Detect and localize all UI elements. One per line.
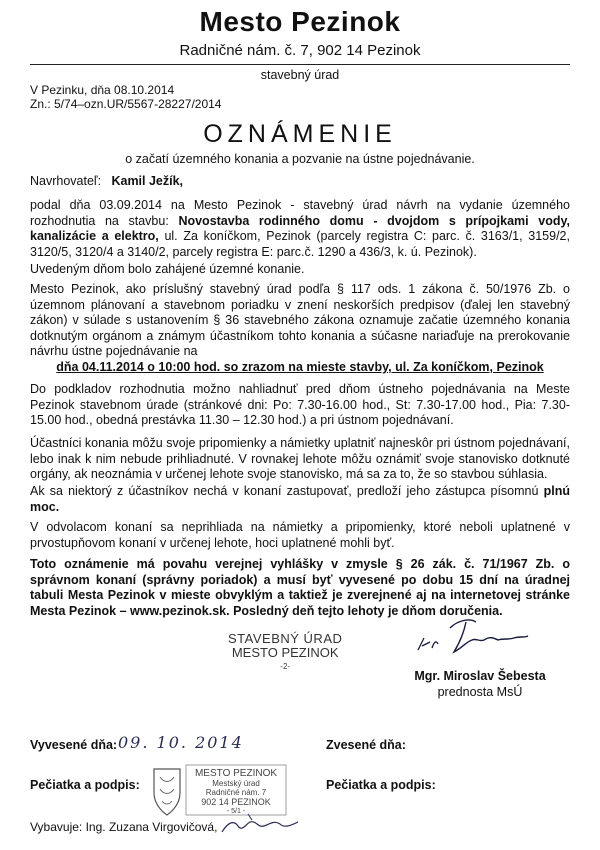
municipal-stamp-line: - 5/1 - — [226, 808, 246, 815]
signatory-name: Mgr. Miroslav Šebesta — [414, 669, 546, 683]
paragraph-objections: Účastníci konania môžu svoje pripomienky a námietky uplatniť najneskôr pri ústnom pojednávaní, lebo inak k nim nebude prihliadnuté. V rovnakej lehote môžu oznámiť svoje stanovisko dotknuté orgány, ak neoznámia v určenej lehote svoje stanovisko, má sa za to, že so stavbou súhlasia. — [30, 436, 570, 482]
signature-mark — [218, 810, 308, 840]
proposer-line — [30, 174, 570, 190]
paragraph-representation — [30, 484, 570, 515]
prepared-by: Vybavuje: Ing. Zuzana Virgovičová, — [30, 820, 218, 834]
paragraph-public-notice: Toto oznámenie má povahu verejnej vyhlášky v zmysle § 26 zák. č. 71/1967 Zb. o správnom konaní (správny poriadok) a musí byť vyvesené po dobu 15 dní na úradnej tabuli Mesta Pezinok v mieste obvyklým a taktiež je zverejnené aj na internetovej stránke Mesta Pezinok – www.pezinok.sk. Posledný deň tejto lehoty je dňom doručenia. — [30, 557, 570, 618]
stamp-signature-label: Pečiatka a podpis: — [30, 778, 140, 792]
coat-of-arms-icon — [154, 769, 180, 815]
paragraph-text: podal dňa 03.09.2014 na Mesto Pezinok - stavebný úrad návrh na vydanie územného rozhodnutia na stavbu: — [30, 198, 570, 228]
stamp-signature-label: Pečiatka a podpis: — [326, 778, 436, 792]
removed-date-label: Zvesené dňa: — [326, 738, 406, 752]
proposer-label: Navrhovateľ: — [30, 174, 102, 188]
office-stamp — [228, 632, 342, 674]
office-stamp-line: MESTO PEZINOK — [231, 645, 339, 660]
paragraph-text: ul. Za koníčkom, Pezinok (parcely registra C: parc. č. 3163/1, 3159/2, 3120/5, 3120/4 a 3140/2, parcely registra E: parc.č. 1290 a 436/3, k. ú. Pezinok). — [30, 229, 570, 259]
signatory-role: prednosta MsÚ — [437, 685, 523, 699]
place-date: V Pezinku, dňa 08.10.2014 — [30, 83, 175, 97]
paragraph-authority: Mesto Pezinok, ako príslušný stavebný úrad podľa § 117 ods. 1 zákona č. 50/1976 Zb. o územnom plánovaní a stavebnom poriadku v znení neskorších predpisov (ďalej len stavebný zákon) v súlade s ustanovením § 36 stavebného zákona oznamuje začatie územného konania dotknutým orgánom a známym účastníkom tohto konania a súčasne nariaďuje na prerokovanie návrhu ústne pojednávanie na — [30, 282, 570, 359]
municipal-stamp-line: MESTO PEZINOK — [194, 768, 278, 779]
paragraph-started: Uvedeným dňom bolo zahájené územné konanie. — [30, 262, 305, 276]
document-subtitle: o začatí územného konania a pozvanie na ústne pojednávanie. — [125, 152, 475, 166]
municipal-stamp-line: Mestský úrad — [212, 779, 260, 788]
paragraph-application — [30, 198, 570, 260]
town-title: Mesto Pezinok — [199, 6, 401, 37]
hearing-date: dňa 04.11.2014 o 10:00 hod. so zrazom na mieste stavby, ul. Za koníčkom, Pezinok — [56, 360, 544, 374]
town-address: Radničné nám. č. 7, 902 14 Pezinok — [179, 42, 421, 59]
page-number: -2- — [280, 662, 291, 671]
signatory — [390, 668, 570, 700]
construction-name: Novostavba rodinného domu - dvojdom s prípojkami vody, kanalizácie a elektro, — [30, 213, 570, 244]
document-title: OZNÁMENIE — [203, 120, 397, 148]
paragraph-inspection: Do podkladov rozhodnutia možno nahliadnuť pred dňom ústneho pojednávania na Meste Pezinok stavebnom úrade (stránkové dni: Po: 7.30-16.00 hod., St: 7.30-17.00 hod., Pia: 7.30-15.00 hod., obedná prestávka 11.30 – 12.30 hod.) a pri ústnom pojednávaní. — [30, 382, 570, 428]
paragraph-appeal: V odvolacom konaní sa neprihliada na námietky a pripomienky, ktoré neboli uplatnené v prvostupňovom konaní v určenej lehote, hoci uplatnené mohli byť. — [30, 520, 570, 550]
posted-date-value: 09. 10. 2014 — [118, 733, 244, 752]
proposer-name: Kamil Ježík, — [111, 174, 184, 188]
office-stamp-line: STAVEBNÝ ÚRAD — [228, 631, 343, 646]
office-name: stavebný úrad — [260, 68, 340, 82]
posted-date-label: Vyvesené dňa: — [30, 738, 118, 752]
paragraph-text: Ak sa niektorý z účastníkov nechá v konaní zastupovať, predloží jeho zástupca písomnú — [30, 484, 544, 498]
municipal-stamp-line: Radničné nám. 7 — [205, 788, 267, 797]
power-of-attorney: plnú moc. — [30, 484, 570, 514]
reference-number: Zn.: 5/74–ozn.UR/5567-28227/2014 — [30, 97, 222, 111]
municipal-stamp-line: 902 14 PEZINOK — [201, 797, 271, 807]
header-divider — [30, 64, 570, 65]
signature-mark — [410, 612, 560, 662]
